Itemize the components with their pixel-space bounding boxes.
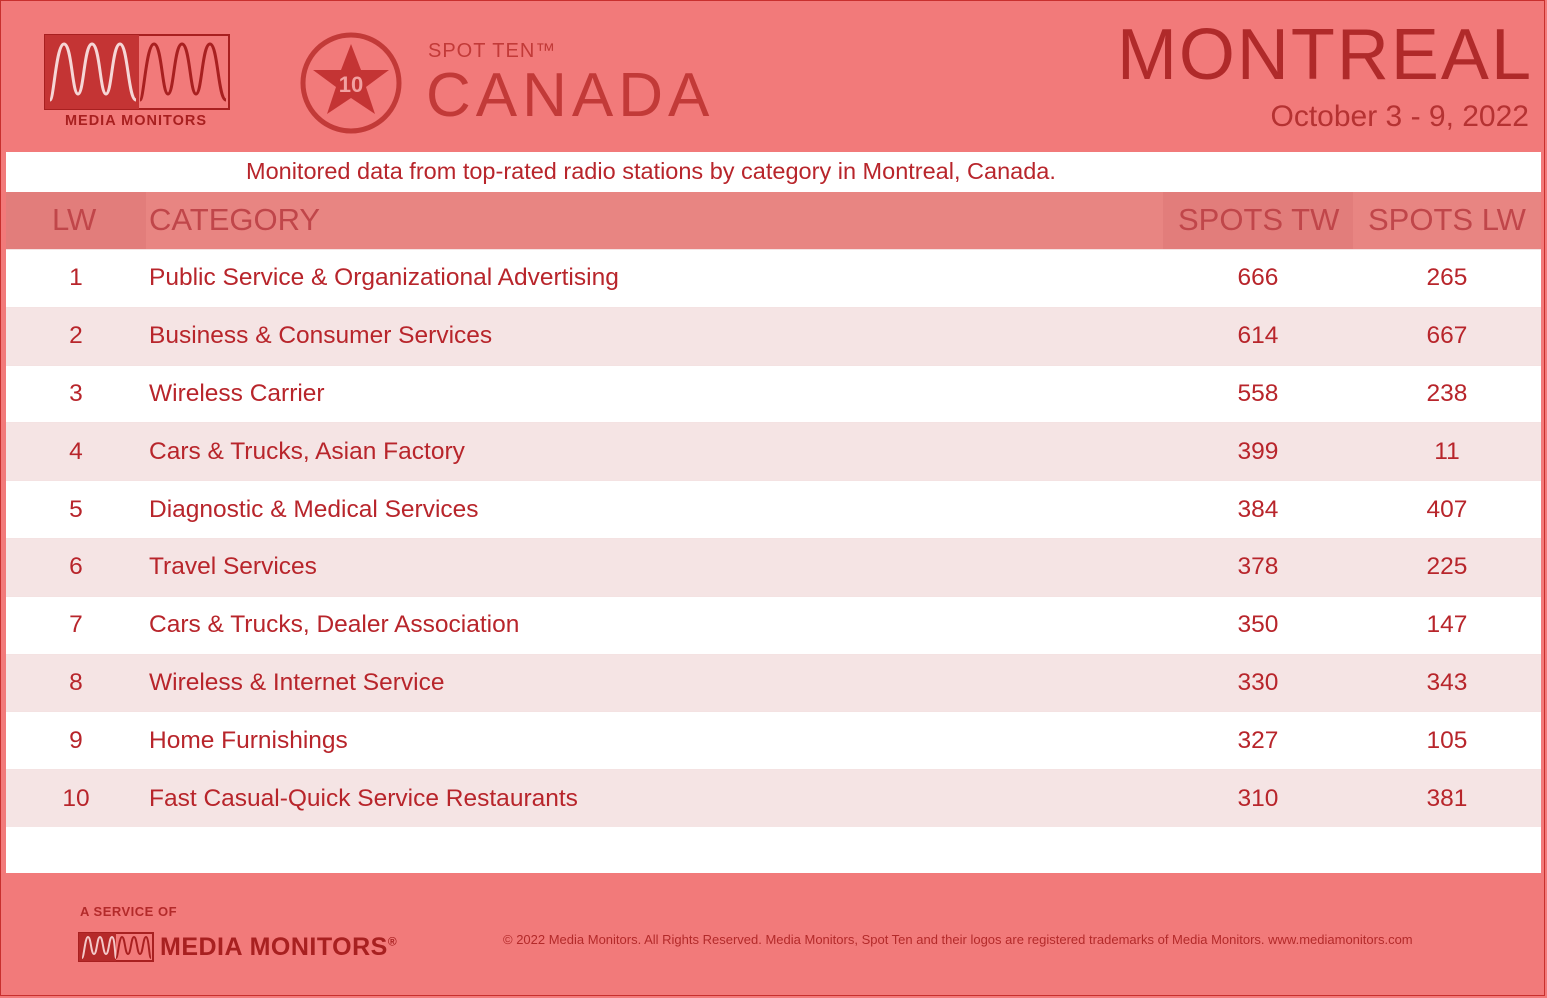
brand-name: MEDIA MONITORS	[64, 113, 208, 129]
cell-spots-lw: 147	[1426, 611, 1468, 639]
waveform-logo-icon	[44, 34, 230, 110]
header	[0, 0, 1547, 152]
cell-spots-tw: 350	[1237, 611, 1279, 639]
cell-spots-lw: 105	[1426, 726, 1468, 754]
cell-spots-lw: 238	[1426, 379, 1468, 407]
date-range: October 3 - 9, 2022	[1270, 100, 1529, 133]
spot-ten-label: SPOT TEN™	[428, 40, 557, 62]
cell-spots-lw: 343	[1426, 668, 1468, 696]
cell-spots-tw: 310	[1237, 784, 1279, 812]
cell-category: Travel Services	[149, 553, 317, 581]
badge-number: 10	[338, 72, 364, 97]
cell-lw: 9	[69, 726, 83, 754]
cell-spots-tw: 558	[1237, 379, 1279, 407]
table-row	[6, 596, 1541, 654]
cell-spots-tw: 666	[1237, 264, 1279, 292]
cell-lw: 1	[69, 264, 83, 292]
media-monitors-logo	[40, 34, 232, 130]
cell-spots-lw: 667	[1426, 322, 1468, 350]
cell-spots-tw: 614	[1237, 322, 1279, 350]
city-title: MONTREAL	[1116, 15, 1533, 95]
table-spacer	[6, 827, 1541, 873]
table-header	[6, 192, 1541, 249]
cell-lw: 6	[69, 553, 83, 581]
subtitle-band	[6, 152, 1541, 192]
table-row	[6, 422, 1541, 480]
table-row	[6, 480, 1541, 538]
cell-spots-lw: 11	[1434, 437, 1460, 465]
table-row	[6, 654, 1541, 712]
cell-category: Home Furnishings	[149, 726, 348, 754]
footer-brand-name: MEDIA MONITORS®	[160, 933, 398, 961]
cell-spots-lw: 381	[1426, 784, 1468, 812]
service-of-label: A SERVICE OF	[80, 904, 178, 919]
cell-category: Public Service & Organizational Advertising	[149, 264, 619, 292]
cell-spots-tw: 378	[1237, 553, 1279, 581]
table-row	[6, 365, 1541, 423]
table-body	[6, 249, 1541, 827]
column-header-category: CATEGORY	[149, 202, 321, 237]
cell-spots-lw: 407	[1426, 495, 1468, 523]
cell-category: Cars & Trucks, Asian Factory	[149, 437, 465, 465]
cell-category: Cars & Trucks, Dealer Association	[149, 611, 520, 639]
table-row	[6, 249, 1541, 307]
cell-lw: 7	[69, 611, 83, 639]
cell-lw: 3	[69, 379, 83, 407]
cell-category: Fast Casual-Quick Service Restaurants	[149, 784, 578, 812]
waveform-logo-icon	[78, 932, 154, 962]
table-row	[6, 769, 1541, 827]
cell-spots-lw: 265	[1426, 264, 1468, 292]
table-row	[6, 307, 1541, 365]
registered-mark: ®	[387, 934, 398, 949]
footer-logo	[78, 930, 418, 966]
spot-ten-badge-icon	[298, 30, 408, 140]
cell-category: Diagnostic & Medical Services	[149, 495, 479, 523]
table-row	[6, 538, 1541, 596]
cell-lw: 4	[69, 437, 83, 465]
column-header-spots-tw: SPOTS TW	[1178, 202, 1340, 237]
cell-spots-tw: 327	[1237, 726, 1279, 754]
cell-spots-tw: 330	[1237, 668, 1279, 696]
cell-category: Wireless & Internet Service	[149, 668, 445, 696]
cell-lw: 5	[69, 495, 83, 523]
column-header-spots-lw: SPOTS LW	[1368, 202, 1526, 237]
cell-category: Wireless Carrier	[149, 379, 325, 407]
country-label: CANADA	[426, 61, 715, 130]
column-header-lw: LW	[52, 202, 97, 237]
copyright-text: © 2022 Media Monitors. All Rights Reserved. Media Monitors, Spot Ten and their logos are registered trademarks of Media Monitors. www.mediamonitors.com	[503, 932, 1413, 947]
cell-spots-tw: 399	[1237, 437, 1279, 465]
subtitle: Monitored data from top-rated radio stations by category in Montreal, Canada.	[246, 158, 1056, 184]
cell-spots-tw: 384	[1237, 495, 1279, 523]
cell-category: Business & Consumer Services	[149, 322, 493, 350]
cell-spots-lw: 225	[1426, 553, 1468, 581]
cell-lw: 8	[69, 668, 83, 696]
cell-lw: 10	[62, 784, 90, 812]
cell-lw: 2	[69, 322, 83, 350]
table-row	[6, 711, 1541, 769]
